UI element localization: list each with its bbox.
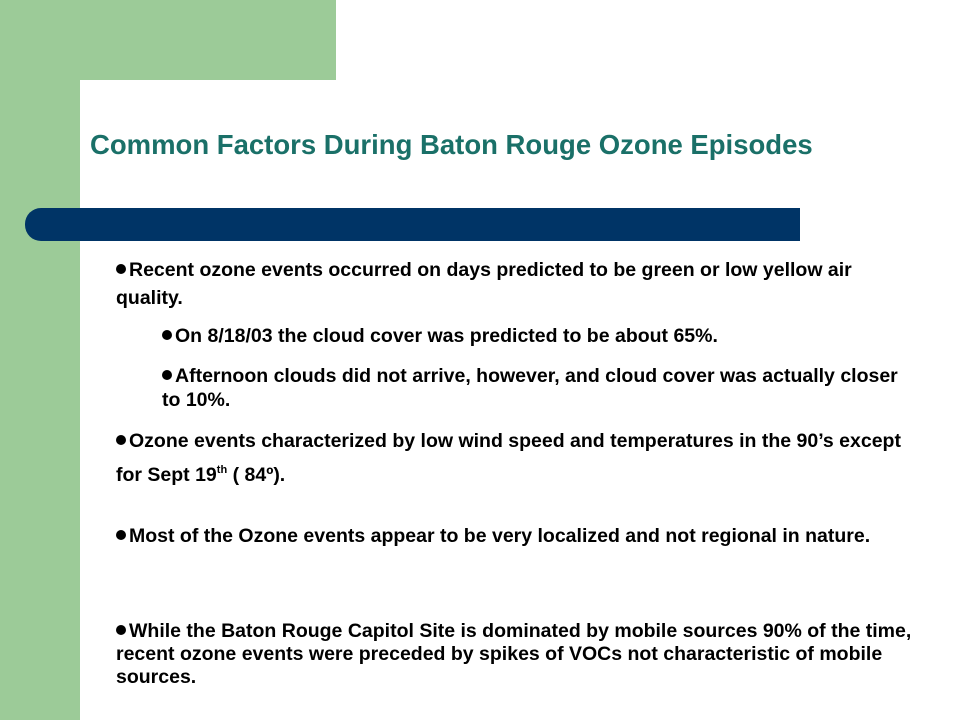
bullet-text: Ozone events characterized by low wind speed and temperatures in the 90’s except for Sept 19 bbox=[116, 430, 901, 486]
title-underline-bar bbox=[25, 208, 800, 241]
ordinal-suffix: th bbox=[216, 464, 228, 476]
bullet-dot bbox=[116, 530, 126, 540]
bullet-text: On 8/18/03 the cloud cover was predicted to be about 65%. bbox=[175, 325, 718, 347]
bullet-dot bbox=[116, 625, 126, 635]
bullet-dot bbox=[162, 330, 172, 340]
bullet-text: Recent ozone events occurred on days predicted to be green or low yellow air quality. bbox=[116, 259, 852, 309]
green-side-strip bbox=[0, 0, 80, 720]
bullet-text-tail: ( 84º). bbox=[227, 464, 286, 486]
bullet-localized-events bbox=[116, 521, 916, 551]
slide-title: Common Factors During Baton Rouge Ozone Episodes bbox=[90, 129, 813, 160]
sub-bullet-cloud-prediction bbox=[162, 323, 942, 349]
bullet-dot bbox=[116, 264, 126, 274]
bullet-dot bbox=[162, 370, 172, 380]
bullet-text: While the Baton Rouge Capitol Site is dominated by mobile sources 90% of the time, recent ozone events were preceded by spikes of VOCs not characteristic of mobile sources. bbox=[116, 620, 912, 688]
bullet-text: Most of the Ozone events appear to be very localized and not regional in nature. bbox=[129, 525, 871, 547]
bullet-recent-events bbox=[116, 256, 916, 312]
green-top-block bbox=[80, 0, 336, 80]
bullet-capitol-site bbox=[116, 620, 916, 689]
bullet-wind-temperature bbox=[116, 424, 926, 492]
bullet-text: Afternoon clouds did not arrive, however, and cloud cover was actually closer to 10%. bbox=[162, 365, 898, 411]
bullet-dot bbox=[116, 435, 126, 445]
sub-bullet-afternoon-clouds bbox=[162, 364, 902, 412]
